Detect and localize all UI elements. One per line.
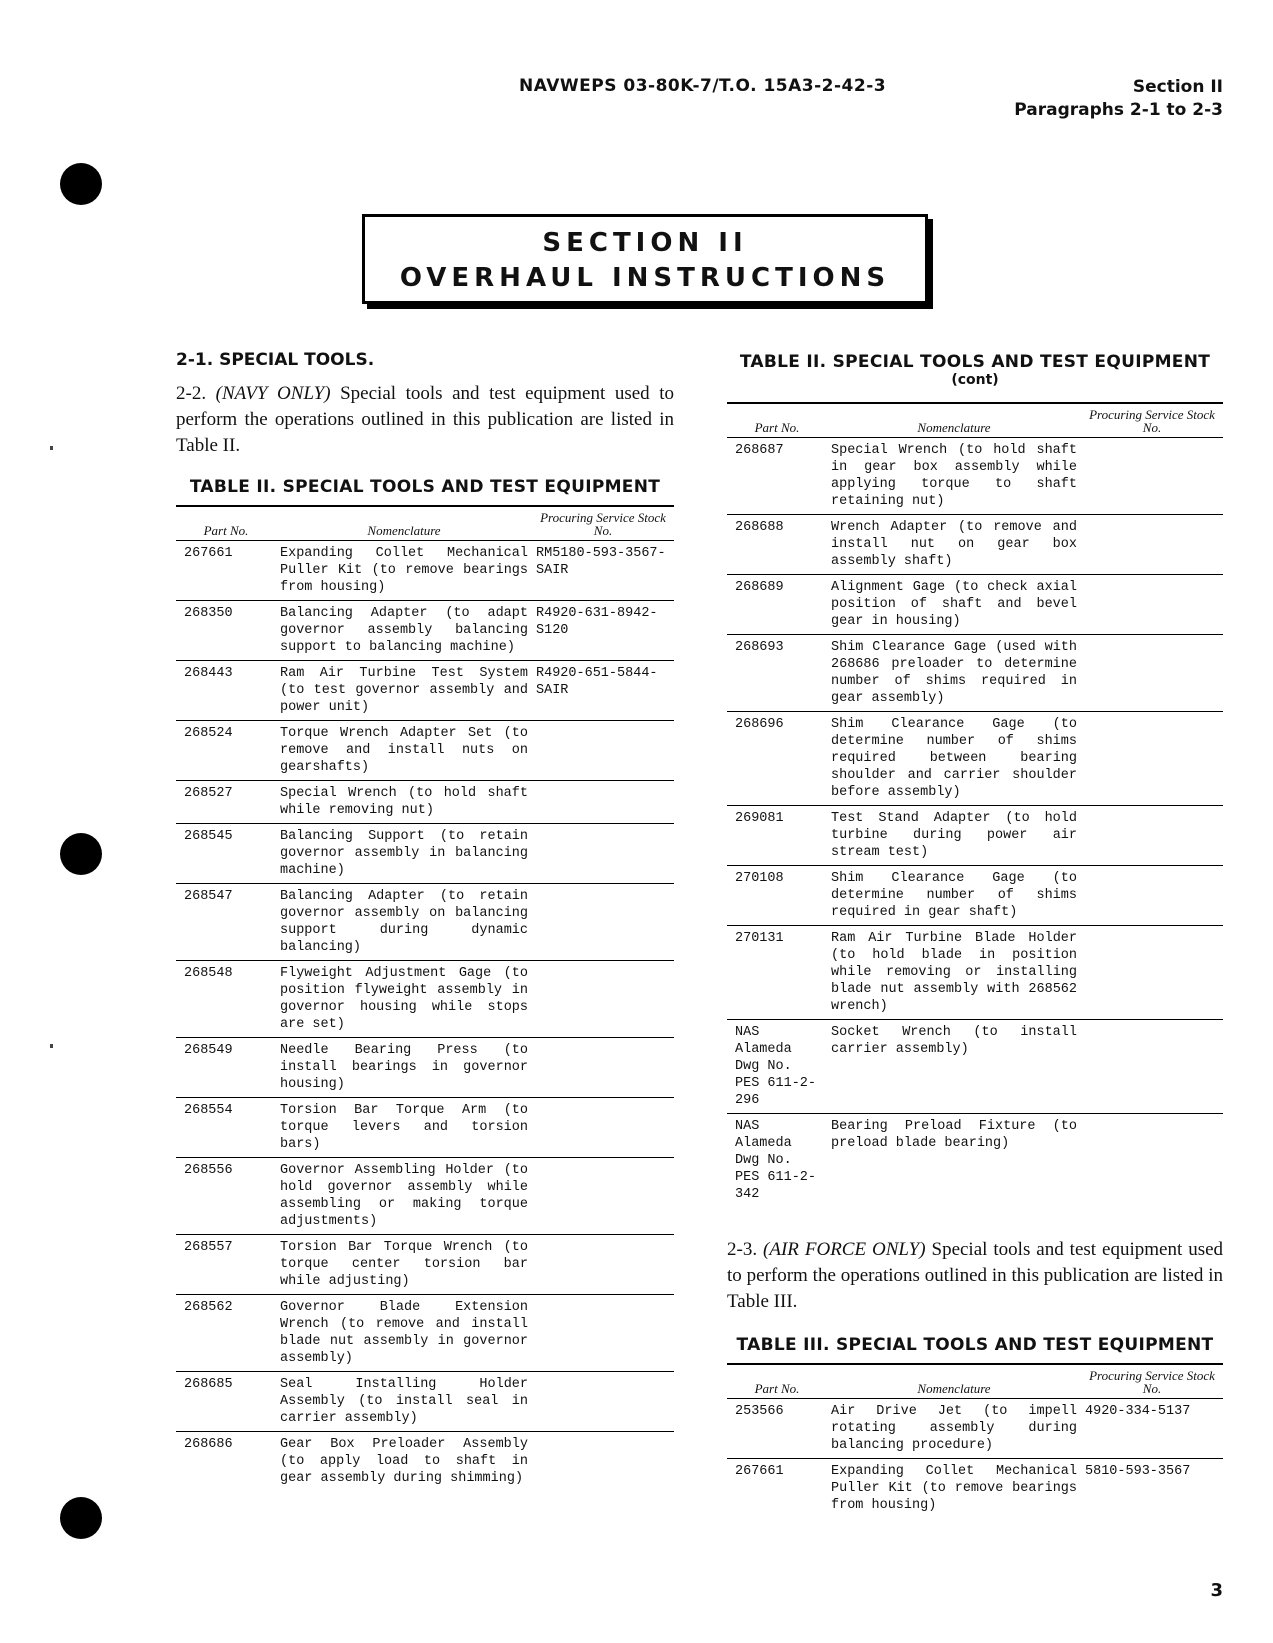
table-row (176, 884, 674, 961)
part-number-cell: 268557 (176, 1235, 276, 1295)
col-nomenclature: Nomenclature (276, 506, 532, 541)
stock-number-cell (532, 1295, 674, 1372)
nomenclature-cell: Torsion Bar Torque Arm (to torque levers and torsion bars) (276, 1098, 532, 1158)
table-row (727, 806, 1223, 866)
nomenclature-cell: Gear Box Preloader Assembly (to apply load to shaft in gear assembly during shimming) (280, 1437, 528, 1486)
table-row (727, 1114, 1223, 1208)
nomenclature-cell: Special Wrench (to hold shaft while removing nut) (276, 781, 532, 824)
part-number-cell: 268686 (184, 1437, 233, 1452)
col-stock-no: Procuring Service Stock No. (1081, 403, 1223, 438)
stock-number-cell (1081, 1114, 1223, 1208)
section-title-line2: OVERHAUL INSTRUCTIONS (399, 263, 891, 293)
table-row (727, 575, 1223, 635)
stock-number-cell: R4920-631-8942-S120 (532, 601, 674, 661)
para-2-3-number: 2-3. (727, 1239, 758, 1260)
stock-number-cell (1081, 866, 1223, 926)
stock-number-cell (532, 1235, 674, 1295)
part-number-cell: 270108 (727, 866, 827, 926)
stock-number-cell (1081, 926, 1223, 1020)
left-column (176, 350, 674, 1491)
table-row (176, 601, 674, 661)
table-ii-title: TABLE II. SPECIAL TOOLS AND TEST EQUIPMENT (189, 477, 661, 497)
para-2-2 (176, 381, 674, 459)
stock-number-cell (532, 1098, 674, 1158)
col-part-no: Part No. (727, 1364, 827, 1399)
table-row (176, 721, 674, 781)
nomenclature-cell: Wrench Adapter (to remove and install nut on gear box assembly shaft) (827, 515, 1081, 575)
table-row (727, 926, 1223, 1020)
col-nomenclature: Nomenclature (827, 403, 1081, 438)
table-ii-cont (727, 402, 1223, 1207)
part-number-cell: 268693 (727, 635, 827, 712)
stock-number-cell (532, 721, 674, 781)
table-iii (727, 1363, 1223, 1518)
stock-number-cell (532, 1372, 674, 1432)
document-number: NAVWEPS 03-80K-7/T.O. 15A3-2-42-3 (519, 76, 887, 96)
table-iii-header-row (727, 1364, 1223, 1399)
stock-number-cell (532, 1158, 674, 1235)
table-row (176, 1295, 674, 1372)
table-row (176, 824, 674, 884)
stock-number-cell (1081, 806, 1223, 866)
nomenclature-cell: Air Drive Jet (to impell rotating assembly during balancing procedure) (827, 1399, 1081, 1459)
nomenclature-cell: Balancing Adapter (to retain governor assembly on balancing support during dynamic balancing) (276, 884, 532, 961)
stock-number-cell (532, 884, 674, 961)
stock-number-cell (1081, 575, 1223, 635)
part-number-cell: 269081 (727, 806, 827, 866)
table-row (727, 1459, 1223, 1519)
nomenclature-cell: Expanding Collet Mechanical Puller Kit (to remove bearings from housing) (831, 1464, 1077, 1513)
table-row (727, 635, 1223, 712)
stock-number-cell (532, 961, 674, 1038)
col-stock-no: Procuring Service Stock No. (532, 506, 674, 541)
table-iii-title: TABLE III. SPECIAL TOOLS AND TEST EQUIPMENT (736, 1335, 1214, 1355)
part-number-cell: 268689 (727, 575, 827, 635)
nomenclature-cell: Special Wrench (to hold shaft in gear box assembly while applying torque to shaft retaining nut) (827, 438, 1081, 515)
stock-number-cell (1081, 635, 1223, 712)
paragraph-range: Paragraphs 2-1 to 2-3 (1014, 100, 1223, 120)
part-number-cell: 253566 (727, 1399, 827, 1459)
nomenclature-cell: Torque Wrench Adapter Set (to remove and install nuts on gearshafts) (276, 721, 532, 781)
section-title-box (362, 214, 928, 304)
para-2-1-heading: 2-1. SPECIAL TOOLS. (176, 350, 375, 370)
part-number-cell: 267661 (176, 541, 276, 601)
nomenclature-cell: Ram Air Turbine Test System (to test governor assembly and power unit) (276, 661, 532, 721)
para-2-3-text: Special tools and test equipment used to perform the operations outlined in this publication are listed in Table III. (727, 1239, 1224, 1312)
table-row (727, 712, 1223, 806)
stock-number-cell (1081, 1020, 1223, 1114)
binder-hole-middle (60, 833, 102, 875)
nomenclature-cell: Socket Wrench (to install carrier assembly) (827, 1020, 1081, 1114)
part-number-cell: 268556 (176, 1158, 276, 1235)
part-number-cell: NAS Alameda Dwg No. PES 611-2-342 (735, 1119, 817, 1202)
col-part-no: Part No. (727, 403, 827, 438)
stock-number-cell: 4920-334-5137 (1081, 1399, 1223, 1459)
table-row (727, 515, 1223, 575)
stock-number-cell (1081, 515, 1223, 575)
table-ii-body (176, 541, 674, 1492)
para-2-2-number: 2-2. (176, 383, 207, 404)
part-number-cell: 268548 (176, 961, 276, 1038)
part-number-cell: 270131 (727, 926, 827, 1020)
nomenclature-cell: Flyweight Adjustment Gage (to position flyweight assembly in governor housing while stops are set) (276, 961, 532, 1038)
part-number-cell: 268443 (176, 661, 276, 721)
nomenclature-cell: Balancing Adapter (to adapt governor assembly balancing support to balancing machine) (276, 601, 532, 661)
nomenclature-cell: Governor Blade Extension Wrench (to remove and install blade nut assembly in governor assembly) (276, 1295, 532, 1372)
table-row (176, 1098, 674, 1158)
nomenclature-cell: Test Stand Adapter (to hold turbine during power air stream test) (827, 806, 1081, 866)
table-ii-header-row (176, 506, 674, 541)
table-row (727, 866, 1223, 926)
nomenclature-cell: Shim Clearance Gage (to determine number of shims required in gear shaft) (827, 866, 1081, 926)
nomenclature-cell: Torsion Bar Torque Wrench (to torque center torsion bar while adjusting) (276, 1235, 532, 1295)
nomenclature-cell: Alignment Gage (to check axial position of shaft and bevel gear in housing) (827, 575, 1081, 635)
stock-number-cell (532, 781, 674, 824)
scan-speck (50, 1044, 53, 1048)
table-row (176, 541, 674, 601)
table-row (176, 961, 674, 1038)
table-row (727, 438, 1223, 515)
table-ii-cont-subtitle: (cont) (951, 372, 999, 388)
nomenclature-cell: Expanding Collet Mechanical Puller Kit (to remove bearings from housing) (276, 541, 532, 601)
part-number-cell: 268562 (176, 1295, 276, 1372)
para-2-3 (727, 1237, 1223, 1315)
section-reference (1014, 76, 1223, 122)
table-row (176, 1372, 674, 1432)
para-2-3-qualifier: (AIR FORCE ONLY) (763, 1239, 926, 1260)
table-iii-body (727, 1399, 1223, 1519)
table-row (176, 661, 674, 721)
table-ii (176, 505, 674, 1491)
stock-number-cell: R4920-651-5844-SAIR (532, 661, 674, 721)
col-part-no: Part No. (176, 506, 276, 541)
part-number-cell: 268547 (176, 884, 276, 961)
nomenclature-cell: Seal Installing Holder Assembly (to install seal in carrier assembly) (276, 1372, 532, 1432)
nomenclature-cell: Shim Clearance Gage (to determine number of shims required between bearing shoulder and carrier shoulder before assembly) (827, 712, 1081, 806)
part-number-cell: NAS Alameda Dwg No. PES 611-2-296 (727, 1020, 827, 1114)
stock-number-cell (532, 824, 674, 884)
nomenclature-cell: Shim Clearance Gage (used with 268686 preloader to determine number of shims required in gear assembly) (827, 635, 1081, 712)
part-number-cell: 268524 (176, 721, 276, 781)
stock-number-cell (1081, 712, 1223, 806)
stock-number-cell: 5810-593-3567 (1085, 1464, 1191, 1479)
stock-number-cell (532, 1432, 674, 1492)
nomenclature-cell: Governor Assembling Holder (to hold governor assembly while assembling or making torque adjustments) (276, 1158, 532, 1235)
table-ii-cont-header-row (727, 403, 1223, 438)
scan-speck (50, 446, 53, 450)
table-row (176, 1158, 674, 1235)
nomenclature-cell: Bearing Preload Fixture (to preload blade bearing) (831, 1119, 1077, 1151)
section-label: Section II (1132, 77, 1223, 97)
part-number-cell: 268350 (176, 601, 276, 661)
para-2-2-text: Special tools and test equipment used to perform the operations outlined in this publication are listed in Table II. (176, 383, 675, 456)
part-number-cell: 268685 (176, 1372, 276, 1432)
nomenclature-cell: Needle Bearing Press (to install bearings in governor housing) (276, 1038, 532, 1098)
table-row (176, 781, 674, 824)
part-number-cell: 268545 (176, 824, 276, 884)
stock-number-cell (1081, 438, 1223, 515)
table-row (176, 1235, 674, 1295)
table-row (727, 1399, 1223, 1459)
part-number-cell: 268688 (727, 515, 827, 575)
part-number-cell: 268687 (727, 438, 827, 515)
right-column (727, 352, 1223, 1518)
stock-number-cell (532, 1038, 674, 1098)
table-ii-cont-title: TABLE II. SPECIAL TOOLS AND TEST EQUIPMENT (739, 352, 1211, 372)
part-number-cell: 268527 (176, 781, 276, 824)
part-number-cell: 268696 (727, 712, 827, 806)
stock-number-cell: RM5180-593-3567-SAIR (532, 541, 674, 601)
nomenclature-cell: Ram Air Turbine Blade Holder (to hold blade in position while removing or installing blade nut assembly with 268562 wrench) (827, 926, 1081, 1020)
section-title-line1: SECTION II (542, 228, 748, 258)
nomenclature-cell: Balancing Support (to retain governor assembly in balancing machine) (276, 824, 532, 884)
table-row (727, 1020, 1223, 1114)
table-row (176, 1432, 674, 1492)
para-2-2-qualifier: (NAVY ONLY) (215, 383, 331, 404)
part-number-cell: 267661 (735, 1464, 784, 1479)
col-nomenclature: Nomenclature (827, 1364, 1081, 1399)
col-stock-no: Procuring Service Stock No. (1081, 1364, 1223, 1399)
page-number: 3 (1210, 1580, 1223, 1601)
part-number-cell: 268549 (176, 1038, 276, 1098)
table-ii-cont-body (727, 438, 1223, 1208)
table-row (176, 1038, 674, 1098)
part-number-cell: 268554 (176, 1098, 276, 1158)
binder-hole-bottom (60, 1497, 102, 1539)
binder-hole-top (60, 163, 102, 205)
